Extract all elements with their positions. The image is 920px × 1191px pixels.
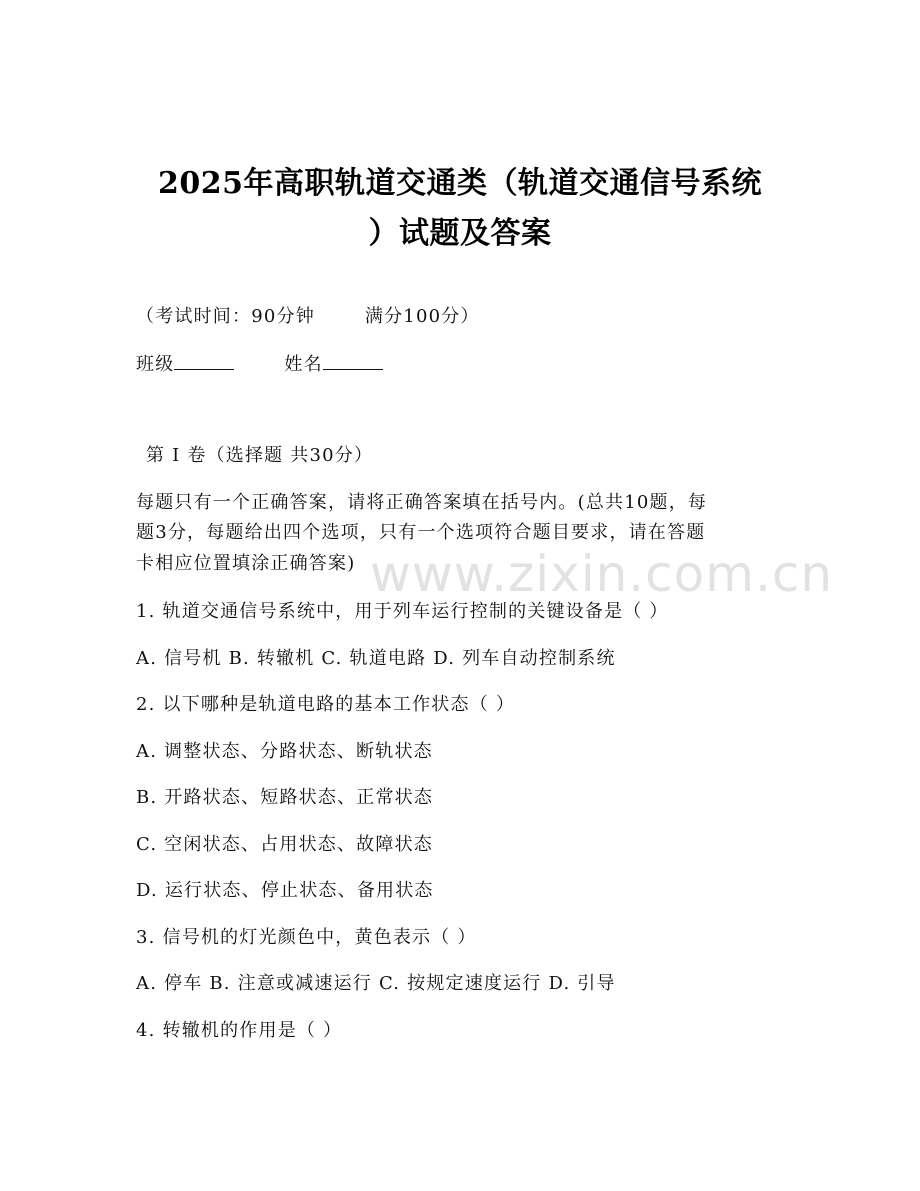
instruction-line-3: 卡相应位置填涂正确答案) — [136, 553, 356, 574]
question-option: B. 开路状态、短路状态、正常状态 — [136, 787, 434, 808]
instruction-line-2: 题3分，每题给出四个选项，只有一个选项符合题目要求，请在答题 — [136, 522, 706, 543]
question-option: A. 调整状态、分路状态、断轨状态 — [136, 741, 433, 762]
exam-info — [136, 302, 480, 328]
question-stem: 1. 轨道交通信号系统中，用于列车运行控制的关键设备是（ ） — [136, 601, 669, 622]
student-fields — [136, 350, 383, 376]
question-stem: 3. 信号机的灯光颜色中，黄色表示（ ） — [136, 927, 477, 948]
question-stem: 4. 转辙机的作用是（ ） — [136, 1020, 343, 1041]
title-line-1: 2025年高职轨道交通类（轨道交通信号系统 — [158, 166, 762, 201]
exam-time: （考试时间：90分钟 — [136, 306, 315, 327]
question-option: D. 运行状态、停止状态、备用状态 — [136, 880, 434, 901]
name-blank[interactable] — [323, 355, 383, 370]
watermark: www.zixin.com.cn — [370, 545, 834, 603]
instruction-line-1: 每题只有一个正确答案，请将正确答案填在括号内。(总共10题，每 — [136, 492, 708, 513]
question-options: A. 停车 B. 注意或减速运行 C. 按规定速度运行 D. 引导 — [136, 973, 616, 994]
name-label: 姓名 — [284, 354, 323, 375]
class-label: 班级 — [136, 354, 175, 375]
section-heading: 第 I 卷（选择题 共30分） — [146, 445, 374, 466]
question-option: C. 空闲状态、占用状态、故障状态 — [136, 834, 433, 855]
class-blank[interactable] — [174, 355, 234, 370]
exam-full-score: 满分100分） — [364, 306, 480, 327]
question-stem: 2. 以下哪种是轨道电路的基本工作状态（ ） — [136, 694, 516, 715]
question-options: A. 信号机 B. 转辙机 C. 轨道电路 D. 列车自动控制系统 — [136, 648, 616, 669]
title-line-2: ）试题及答案 — [368, 216, 552, 251]
